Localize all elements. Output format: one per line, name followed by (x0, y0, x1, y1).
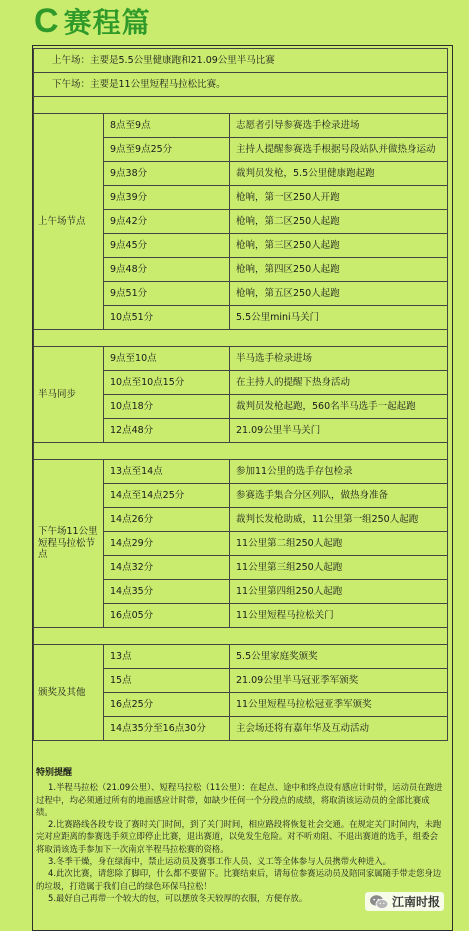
time-cell: 16点05分 (104, 604, 230, 628)
event-cell: 枪响，第一区250人开跑 (230, 186, 448, 210)
event-cell: 11公里第二组250人起跑 (230, 532, 448, 556)
time-cell: 9点51分 (104, 282, 230, 306)
event-cell: 11公里第四组250人起跑 (230, 580, 448, 604)
event-cell: 21.09公里半马关门 (230, 419, 448, 443)
event-cell: 参赛选手集合分区列队，做热身准备 (230, 484, 448, 508)
group-label: 下午场11公里短程马拉松节点 (34, 460, 104, 628)
group-label: 半马同步 (34, 347, 104, 443)
time-cell: 14点32分 (104, 556, 230, 580)
event-cell: 枪响，第四区250人起跑 (230, 258, 448, 282)
time-cell: 9点48分 (104, 258, 230, 282)
time-cell: 14点29分 (104, 532, 230, 556)
event-cell: 11公里短程马拉松关门 (230, 604, 448, 628)
brand-name: 江南时报 (392, 895, 441, 909)
event-cell: 枪响，第二区250人起跑 (230, 210, 448, 234)
time-cell: 14点至14点25分 (104, 484, 230, 508)
spacer-row (34, 443, 448, 460)
note-item: 5.最好自己再带一个较大的包，可以摆放冬天较厚的衣服，方便存放。 (48, 892, 308, 903)
event-cell: 裁判长发枪助威，11公里第一组250人起跑 (230, 508, 448, 532)
event-cell: 枪响，第三区250人起跑 (230, 234, 448, 258)
note-item: 3.冬季干燥，身在绿海中，禁止运动员及赛事工作人员、义工等全体参与人员携带火种进入。 (48, 856, 391, 867)
event-cell: 21.09公里半马冠亚季军颁奖 (230, 669, 448, 693)
note-item: 1.半程马拉松（21.09公里）、短程马拉松（11公里）：在起点、途中和终点设有感应计时带，运动员在跑进过程中，均必须通过所有的地面感应计时带，如缺少任何一个分段点的成绩，将取消该运动员的全部比赛成绩。 (36, 782, 443, 817)
event-cell: 裁判员发枪，5.5公里健康跑起跑 (230, 162, 448, 186)
time-cell: 16点25分 (104, 693, 230, 717)
section-title (34, 2, 151, 40)
group-label: 上午场节点 (34, 114, 104, 330)
time-cell: 8点至9点 (104, 114, 230, 138)
event-cell: 裁判员发枪起跑，560名半马选手一起起跑 (230, 395, 448, 419)
event-cell: 枪响，第五区250人起跑 (230, 282, 448, 306)
time-cell: 9点至9点25分 (104, 138, 230, 162)
event-cell: 主持人提醒参赛选手根据号段站队并做热身运动 (230, 138, 448, 162)
time-cell: 14点26分 (104, 508, 230, 532)
event-cell: 5.5公里家庭奖颁奖 (230, 645, 448, 669)
special-notes (36, 767, 446, 904)
time-cell: 10点至10点15分 (104, 371, 230, 395)
afternoon-summary-row (34, 73, 448, 97)
note-item: 2.比赛路线各段专设了赛时关门时间，到了关门时间，相应路段将恢复社会交通。在规定关门时间内，未跑完对应距离的参赛选手须立即停止比赛，退出赛道，以免发生危险。对不听劝阻、不退出赛道的选手，组委会将取消该选手参加下一次南京半程马拉松赛的资格。 (36, 819, 442, 854)
time-cell: 9点45分 (104, 234, 230, 258)
event-cell: 半马选手检录进场 (230, 347, 448, 371)
event-cell: 11公里第三组250人起跑 (230, 556, 448, 580)
schedule-table (33, 48, 448, 741)
note-item: 4.此次比赛，请您除了脚印，什么都不要留下。比赛结束后，请每位参赛运动员及陪同家属随手带走您身边的垃圾，打造属于我们自己的绿色环保马拉松！ (36, 868, 442, 891)
section-letter: C (34, 1, 60, 40)
spacer-row (34, 97, 448, 114)
time-cell: 12点48分 (104, 419, 230, 443)
spacer-row (34, 330, 448, 347)
time-cell: 15点 (104, 669, 230, 693)
time-cell: 14点35分 (104, 580, 230, 604)
morning-summary: 上午场：主要是5.5公里健康跑和21.09公里半马比赛 (34, 49, 448, 73)
time-cell: 10点18分 (104, 395, 230, 419)
event-cell: 参加11公里的选手存包检录 (230, 460, 448, 484)
spacer-cell (34, 330, 448, 347)
event-cell: 志愿者引导参赛选手检录进场 (230, 114, 448, 138)
time-cell: 9点39分 (104, 186, 230, 210)
spacer-cell (34, 628, 448, 645)
schedule-row (34, 347, 448, 371)
section-title-text: 赛程篇 (63, 6, 151, 39)
spacer-cell (34, 97, 448, 114)
event-cell: 在主持人的提醒下热身活动 (230, 371, 448, 395)
time-cell: 9点至10点 (104, 347, 230, 371)
wechat-icon (369, 894, 389, 910)
spacer-row (34, 628, 448, 645)
notes-heading: 特别提醒 (36, 768, 73, 778)
time-cell: 9点38分 (104, 162, 230, 186)
event-cell: 主会场还将有嘉年华及互动活动 (230, 717, 448, 741)
time-cell: 13点 (104, 645, 230, 669)
time-cell: 14点35分至16点30分 (104, 717, 230, 741)
schedule-row (34, 460, 448, 484)
time-cell: 13点至14点 (104, 460, 230, 484)
schedule-row (34, 114, 448, 138)
afternoon-summary: 下午场：主要是11公里短程马拉松比赛。 (34, 73, 448, 97)
morning-summary-row (34, 49, 448, 73)
group-label: 颁奖及其他 (34, 645, 104, 741)
schedule-row (34, 645, 448, 669)
event-cell: 11公里短程马拉松冠亚季军颁奖 (230, 693, 448, 717)
event-cell: 5.5公里mini马关门 (230, 306, 448, 330)
time-cell: 9点42分 (104, 210, 230, 234)
brand-watermark (365, 892, 444, 911)
time-cell: 10点51分 (104, 306, 230, 330)
spacer-cell (34, 443, 448, 460)
